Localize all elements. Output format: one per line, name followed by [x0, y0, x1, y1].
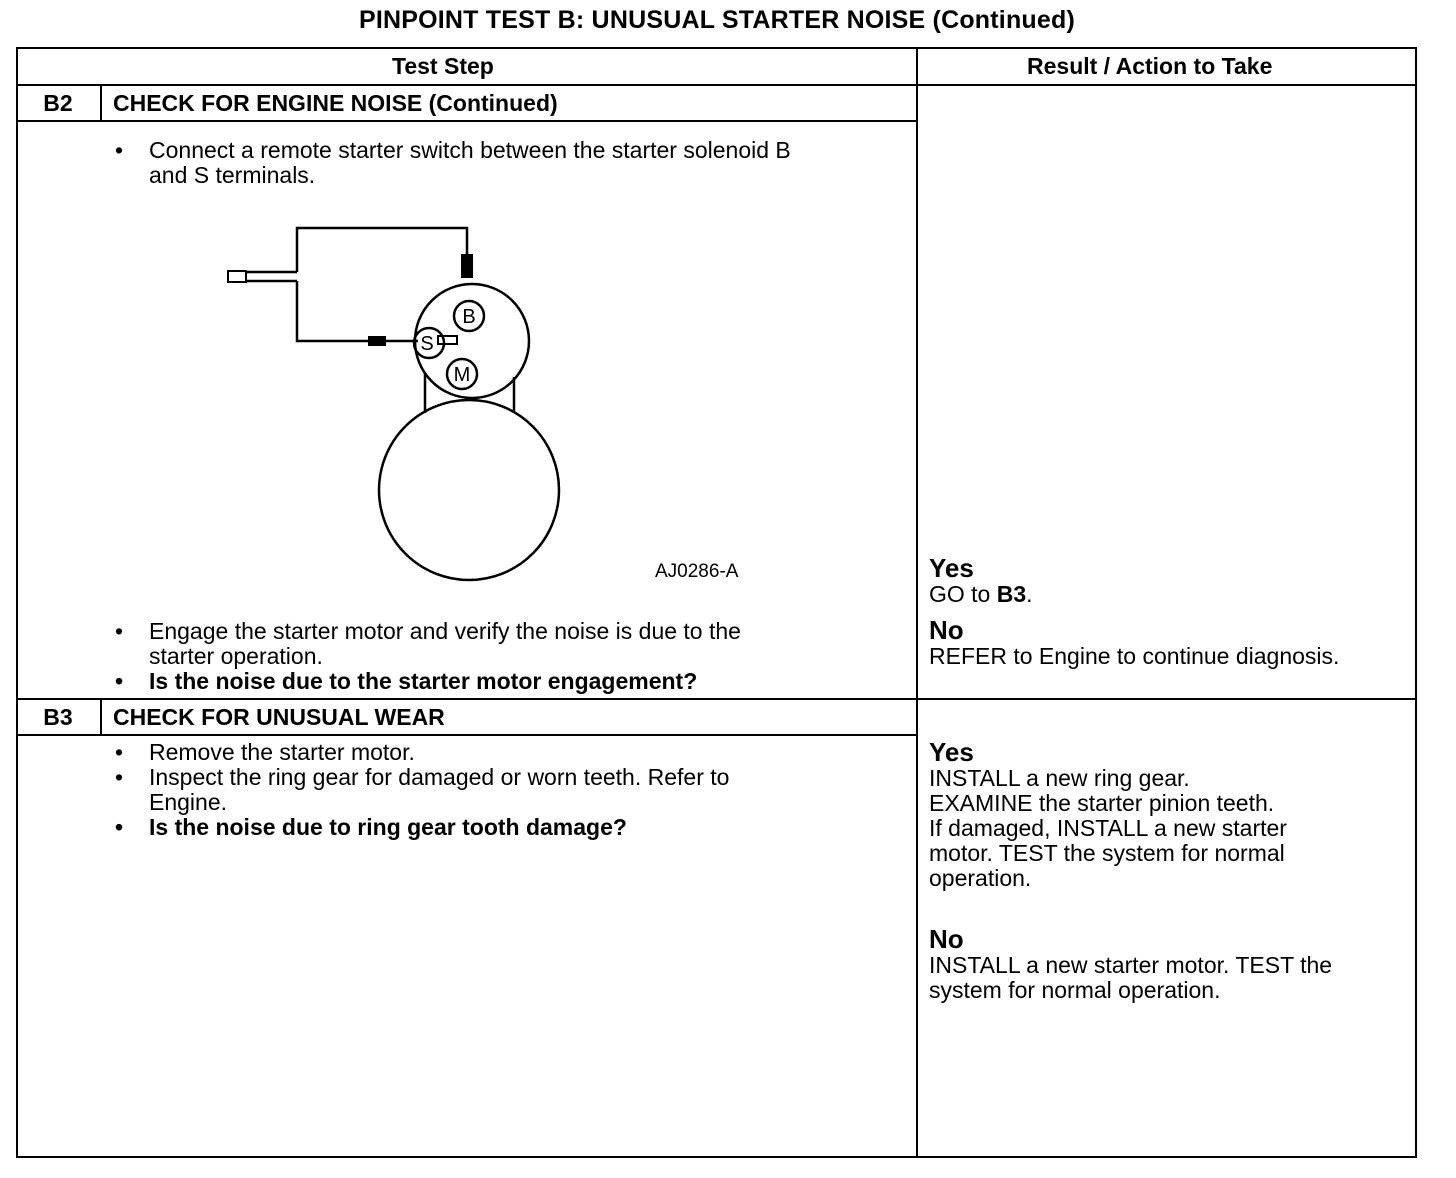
step-title-b2: CHECK FOR ENGINE NOISE (Continued) — [113, 90, 558, 116]
bullet-icon: • — [115, 668, 124, 694]
header-test-step: Test Step — [392, 53, 494, 79]
b2-no-label: No — [929, 615, 964, 645]
b3-bullet-2-line-1: Inspect the ring gear for damaged or worn teeth. Refer to — [149, 764, 730, 790]
b3-yes-line-3: If damaged, INSTALL a new starter — [929, 815, 1287, 841]
bullet-icon: • — [115, 814, 124, 840]
b3-bullet-2-line-2: Engine. — [149, 789, 228, 815]
b2-yes-label: Yes — [929, 553, 974, 583]
clip-b — [461, 254, 473, 278]
b3-no-line-2: system for normal operation. — [929, 977, 1221, 1003]
bullet-icon: • — [115, 764, 124, 790]
step-title-b3: CHECK FOR UNUSUAL WEAR — [113, 704, 445, 730]
bullet-icon: • — [115, 739, 124, 765]
b3-no-line-1: INSTALL a new starter motor. TEST the — [929, 952, 1333, 978]
b3-yes-line-5: operation. — [929, 865, 1032, 891]
wire-to-b-terminal — [297, 228, 467, 272]
figure-label: AJ0286-A — [655, 561, 739, 582]
bullet-icon: • — [115, 137, 124, 163]
b3-bullet-1-text: Remove the starter motor. — [149, 739, 415, 765]
wire-to-s-terminal — [297, 281, 372, 341]
motor-body — [379, 400, 559, 580]
switch-plug — [228, 271, 246, 282]
b2-no-action: REFER to Engine to continue diagnosis. — [929, 643, 1340, 669]
b2-result — [929, 554, 1339, 669]
b3-question: Is the noise due to ring gear tooth damage? — [149, 814, 627, 840]
step-id-b3: B3 — [43, 704, 73, 730]
b2-bullet-1-line-1: Connect a remote starter switch between the starter solenoid B — [149, 137, 791, 163]
page-title: PINPOINT TEST B: UNUSUAL STARTER NOISE (Continued) — [358, 6, 1075, 34]
b3-no-label: No — [929, 924, 964, 954]
b3-yes-line-4: motor. TEST the system for normal — [929, 840, 1285, 866]
b3-yes-line-2: EXAMINE the starter pinion teeth. — [929, 790, 1275, 816]
step-id-b2: B2 — [43, 90, 73, 116]
b3-yes-line-1: INSTALL a new ring gear. — [929, 765, 1190, 791]
terminal-s-label: S — [420, 333, 434, 355]
b3-yes-label: Yes — [929, 737, 974, 767]
bullet-icon: • — [115, 618, 124, 644]
b2-question: Is the noise due to the starter motor engagement? — [149, 668, 698, 694]
b2-yes-action: GO to B3. — [929, 581, 1033, 607]
b3-result — [929, 738, 1332, 1003]
terminal-m-label: M — [453, 364, 471, 386]
b2-bullet-2-line-1: Engage the starter motor and verify the noise is due to the — [149, 618, 741, 644]
b2-bullet-1-line-2: and S terminals. — [149, 162, 316, 188]
header-result-action: Result / Action to Take — [1027, 53, 1273, 79]
terminal-b-label: B — [462, 306, 476, 328]
b2-bullet-2-line-2: starter operation. — [149, 643, 323, 669]
clip-s — [368, 336, 386, 346]
b2-yes-link: B3 — [996, 581, 1027, 607]
s-terminal-stud — [438, 336, 457, 344]
